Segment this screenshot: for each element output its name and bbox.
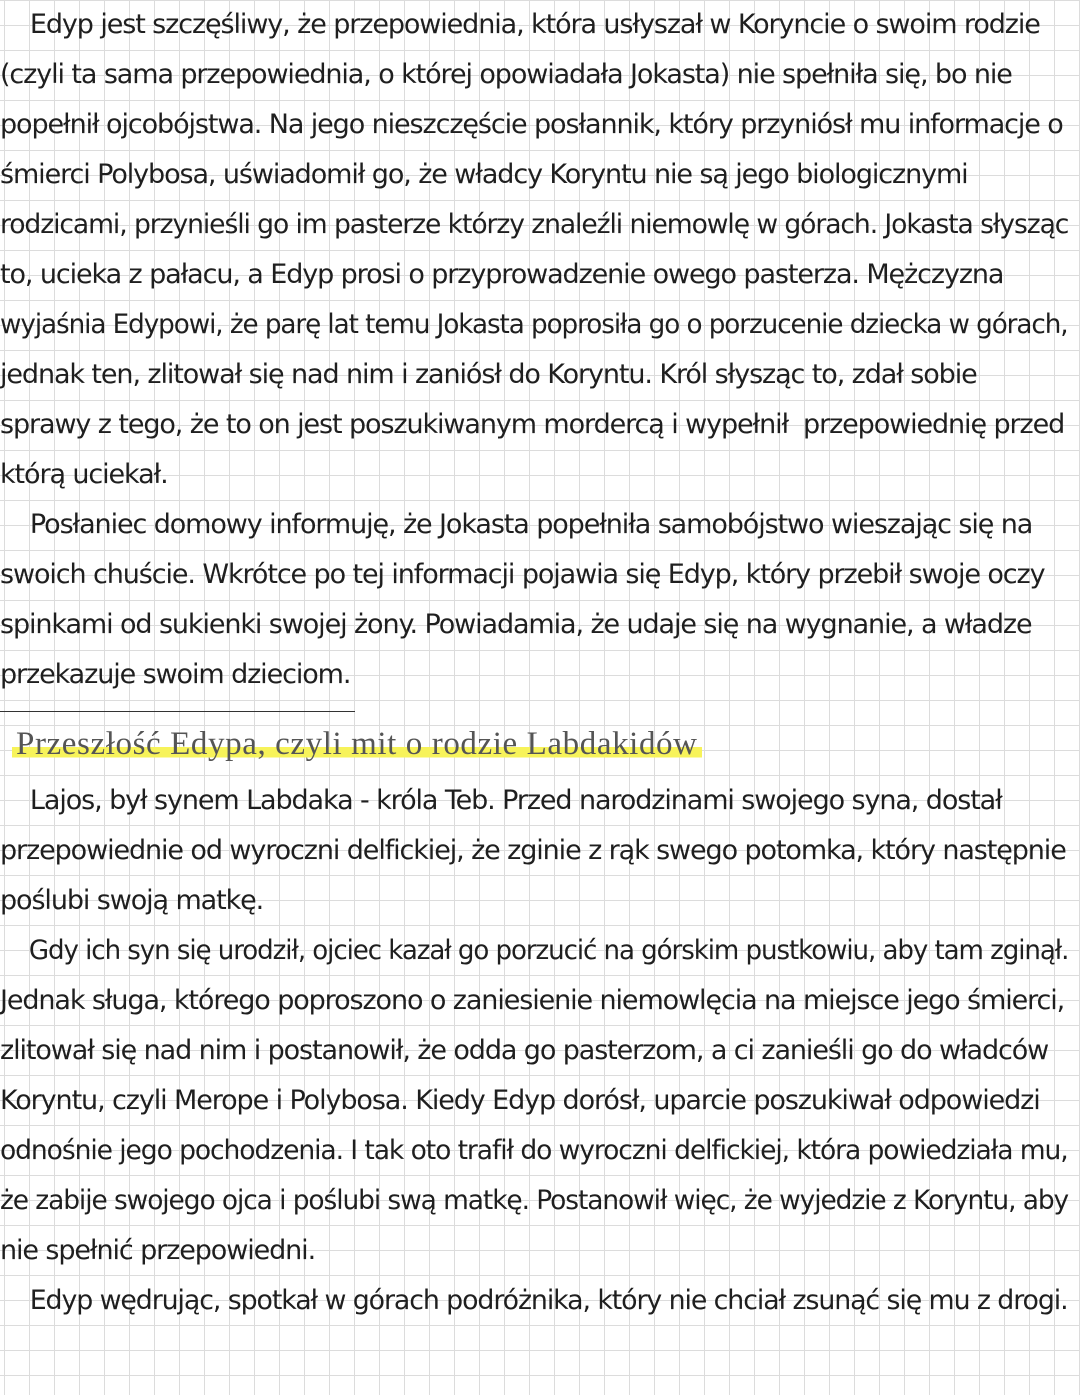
text-line: swoich chuście. Wkrótce po tej informacji pojawia się Edyp, który przebił swoje oczy bbox=[0, 559, 1045, 590]
text-line: Gdy ich syn się urodził, ojciec kazał go porzucić na górskim pustkowiu, aby tam zginął. bbox=[0, 935, 1069, 966]
section-divider bbox=[0, 711, 355, 712]
text-line: Edyp jest szczęśliwy, że przepowiednia, która usłyszał w Koryncie o swoim rodzie bbox=[0, 9, 1040, 40]
text-line: przekazuje swoim dzieciom. bbox=[0, 659, 351, 690]
text-line: odnośnie jego pochodzenia. I tak oto trafił do wyroczni delfickiej, która powiedziała mu, bbox=[0, 1135, 1068, 1166]
text-line: jednak ten, zlitował się nad nim i zaniósł do Koryntu. Król słysząc to, zdał sobie bbox=[0, 359, 977, 390]
section-heading-wrap bbox=[12, 722, 702, 766]
text-line: popełnił ojcobójstwa. Na jego nieszczęście posłannik, który przyniósł mu informacje o bbox=[0, 109, 1063, 140]
text-line: że zabije swojego ojca i poślubi swą matkę. Postanowił więc, że wyjedzie z Koryntu, aby bbox=[0, 1185, 1069, 1216]
text-line: zlitował się nad nim i postanowił, że odda go pasterzom, a ci zanieśli go do władców bbox=[0, 1035, 1049, 1066]
text-line: Lajos, był synem Labdaka - króla Teb. Przed narodzinami swojego syna, dostał bbox=[0, 785, 1002, 816]
text-line: Edyp wędrując, spotkał w górach podróżnika, który nie chciał zsunąć się mu z drogi. bbox=[0, 1285, 1068, 1316]
text-line: Posłaniec domowy informuję, że Jokasta popełniła samobójstwo wieszając się na bbox=[0, 509, 1033, 540]
text-line: Koryntu, czyli Merope i Polybosa. Kiedy Edyp dorósł, uparcie poszukiwał odpowiedzi bbox=[0, 1085, 1040, 1116]
text-line: (czyli ta sama przepowiednia, o której opowiadała Jokasta) nie spełniła się, bo nie bbox=[0, 59, 1012, 90]
text-line: Jednak sługa, którego poproszono o zaniesienie niemowlęcia na miejsce jego śmierci, bbox=[0, 985, 1065, 1016]
text-line: śmierci Polybosa, uświadomił go, że władcy Koryntu nie są jego biologicznymi bbox=[0, 159, 968, 190]
text-line: przepowiednie od wyroczni delfickiej, że zginie z rąk swego potomka, który następnie bbox=[0, 835, 1066, 866]
text-line: rodzicami, przynieśli go im pasterze którzy znaleźli niemowlę w górach. Jokasta słysząc bbox=[0, 209, 1069, 240]
text-line: wyjaśnia Edypowi, że parę lat temu Jokasta poprosiła go o porzucenie dziecka w górach, bbox=[0, 309, 1068, 340]
section-heading: Przeszłość Edypa, czyli mit o rodzie Labdakidów bbox=[12, 726, 702, 762]
text-line: spinkami od sukienki swojej żony. Powiadamia, że udaje się na wygnanie, a władze bbox=[0, 609, 1032, 640]
text-line: nie spełnić przepowiedni. bbox=[0, 1235, 316, 1266]
text-line: to, ucieka z pałacu, a Edyp prosi o przyprowadzenie owego pasterza. Mężczyzna bbox=[0, 259, 1004, 290]
text-line: poślubi swoją matkę. bbox=[0, 885, 264, 916]
text-line: którą uciekał. bbox=[0, 459, 168, 490]
text-line: sprawy z tego, że to on jest poszukiwanym mordercą i wypełnił przepowiednię przed bbox=[0, 409, 1065, 440]
